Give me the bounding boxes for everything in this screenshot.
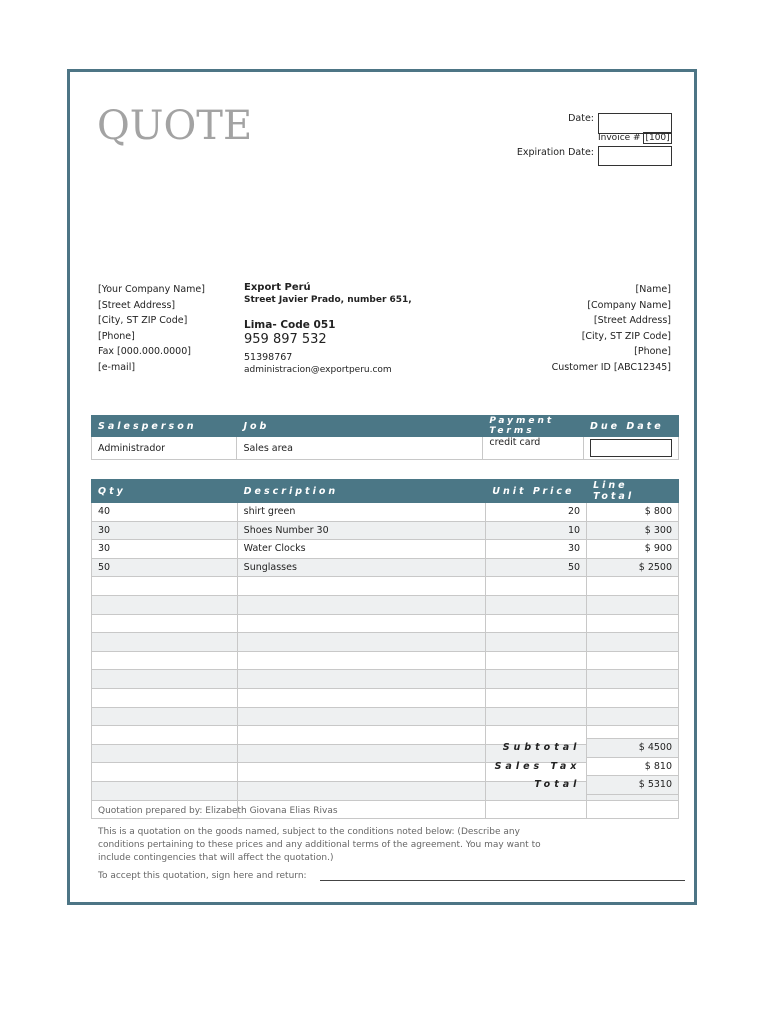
qty-cell (92, 726, 238, 745)
recipient-city: [City, ST ZIP Code] (581, 330, 671, 342)
table-row (92, 521, 679, 540)
table-row (92, 688, 679, 707)
signature-line[interactable] (320, 880, 685, 881)
qty-cell (92, 744, 238, 763)
sender-city: [City, ST ZIP Code] (98, 315, 188, 326)
qty-cell: 50 (92, 558, 238, 577)
recipient-phone: [Phone] (634, 346, 671, 357)
qty-cell (92, 670, 238, 689)
table-row (92, 595, 679, 614)
line-total-cell (587, 688, 679, 707)
table-row (92, 707, 679, 726)
line-total-cell (587, 595, 679, 614)
header-description: Description (237, 480, 486, 503)
qty-cell: 30 (92, 540, 238, 559)
description-cell (237, 595, 486, 614)
export-city: Lima- Code 051 (244, 319, 336, 331)
unit-price-cell: 10 (486, 521, 587, 540)
invoice-value: [100] (645, 133, 670, 143)
description-cell (237, 651, 486, 670)
export-phone: 959 897 532 (244, 332, 327, 347)
line-total-cell: $ 800 (587, 503, 679, 522)
line-total-cell: $ 300 (587, 521, 679, 540)
table-row (92, 670, 679, 689)
job-cell: Sales area (237, 437, 483, 460)
export-email: administracion@exportperu.com (244, 365, 392, 375)
recipient-company: [Company Name] (587, 299, 671, 311)
header-salesperson: Salesperson (92, 416, 237, 437)
unit-price-cell (486, 577, 587, 596)
sender-company: [Your Company Name] (98, 284, 205, 295)
recipient-street: [Street Address] (593, 315, 671, 326)
line-total-cell (587, 614, 679, 633)
sender-email: [e-mail] (98, 361, 136, 373)
unit-price-cell (486, 651, 587, 670)
unit-price-cell (486, 707, 587, 726)
due-date-field[interactable] (590, 439, 672, 457)
header-job: Job (237, 416, 483, 437)
unit-price-cell (486, 614, 587, 633)
table-row (92, 558, 679, 577)
qty-cell (92, 688, 238, 707)
line-items-header-row (92, 480, 679, 503)
recipient-address-block (470, 282, 671, 375)
export-name: Export Perú (244, 282, 311, 293)
sender-phone: [Phone] (98, 330, 135, 342)
unit-price-cell (486, 688, 587, 707)
sales-info-table (91, 415, 679, 460)
totals-table (486, 738, 679, 795)
table-row (92, 633, 679, 652)
sales-tax-row (486, 757, 679, 776)
qty-cell (92, 781, 238, 800)
description-cell (237, 577, 486, 596)
unit-price-cell (486, 670, 587, 689)
line-total-cell (587, 633, 679, 652)
description-cell (237, 763, 486, 782)
table-row (92, 577, 679, 596)
total-label: Total (534, 779, 581, 791)
table-row (92, 651, 679, 670)
sales-tax-label: Sales Tax (494, 760, 581, 772)
table-row (92, 540, 679, 559)
description-cell: Water Clocks (237, 540, 486, 559)
qty-cell (92, 707, 238, 726)
description-cell (237, 744, 486, 763)
payment-terms-cell: credit card (483, 437, 584, 460)
unit-price-cell (486, 633, 587, 652)
customer-id: Customer ID [ABC12345] (551, 361, 671, 373)
header-line-total: Line Total (587, 480, 679, 503)
qty-cell (92, 614, 238, 633)
terms-text: This is a quotation on the goods named, subject to the conditions noted below: (Describe any conditions pertaining to these prices and any additional terms of the agreement. You may want to include contingencies that will affect the quotation.) (98, 827, 541, 863)
sender-street: [Street Address] (98, 299, 176, 311)
sales-info-header-row (92, 416, 679, 437)
line-total-cell: $ 2500 (587, 558, 679, 577)
invoice-label: Invoice # (598, 133, 641, 143)
qty-cell (92, 633, 238, 652)
description-cell: Sunglasses (237, 558, 486, 577)
line-total-cell (587, 577, 679, 596)
line-total-cell (587, 670, 679, 689)
date-label: Date: (568, 113, 594, 124)
description-cell (237, 688, 486, 707)
sales-tax-value: $ 810 (587, 757, 679, 776)
qty-cell (92, 763, 238, 782)
total-row (486, 776, 679, 795)
line-total-cell (587, 651, 679, 670)
invoice-number (598, 133, 672, 143)
prepared-by-text: Quotation prepared by: Elizabeth Giovana Elias Rivas (98, 806, 338, 816)
description-cell: shirt green (237, 503, 486, 522)
export-company-block (244, 282, 412, 376)
header-qty: Qty (92, 480, 238, 503)
total-value: $ 5310 (587, 776, 679, 795)
qty-cell (92, 595, 238, 614)
table-row (92, 614, 679, 633)
due-date-cell (583, 437, 678, 460)
unit-price-cell: 30 (486, 540, 587, 559)
unit-price-cell: 50 (486, 558, 587, 577)
subtotal-row (486, 739, 679, 758)
salesperson-cell: Administrador (92, 437, 237, 460)
header-due-date: Due Date (583, 416, 678, 437)
accept-text: To accept this quotation, sign here and return: (98, 871, 307, 881)
table-row (92, 503, 679, 522)
qty-cell (92, 577, 238, 596)
sender-fax: Fax [000.000.0000] (98, 346, 191, 357)
description-cell (237, 726, 486, 745)
expiration-date-field[interactable] (598, 146, 672, 166)
export-street: Street Javier Prado, number 651, (244, 295, 412, 305)
subtotal-label: Subtotal (502, 742, 581, 754)
line-total-cell (587, 800, 679, 819)
qty-cell (92, 651, 238, 670)
header-unit-price: Unit Price (486, 480, 587, 503)
qty-cell: 40 (92, 503, 238, 522)
line-total-cell (587, 707, 679, 726)
description-cell (237, 670, 486, 689)
date-field[interactable] (598, 113, 672, 134)
subtotal-value: $ 4500 (587, 739, 679, 758)
line-total-cell: $ 900 (587, 540, 679, 559)
description-cell (237, 781, 486, 800)
qty-cell: 30 (92, 521, 238, 540)
description-cell (237, 707, 486, 726)
header-payment-terms: Payment Terms (483, 416, 584, 437)
expiration-date-label: Expiration Date: (516, 147, 594, 158)
sender-address-block (98, 282, 205, 375)
description-cell: Shoes Number 30 (237, 521, 486, 540)
recipient-name: [Name] (635, 284, 671, 295)
export-number: 51398767 (244, 352, 293, 363)
description-cell (237, 614, 486, 633)
sales-info-row (92, 437, 679, 460)
description-cell (237, 633, 486, 652)
unit-price-cell: 20 (486, 503, 587, 522)
unit-price-cell (486, 595, 587, 614)
document-title: QUOTE (97, 103, 253, 149)
